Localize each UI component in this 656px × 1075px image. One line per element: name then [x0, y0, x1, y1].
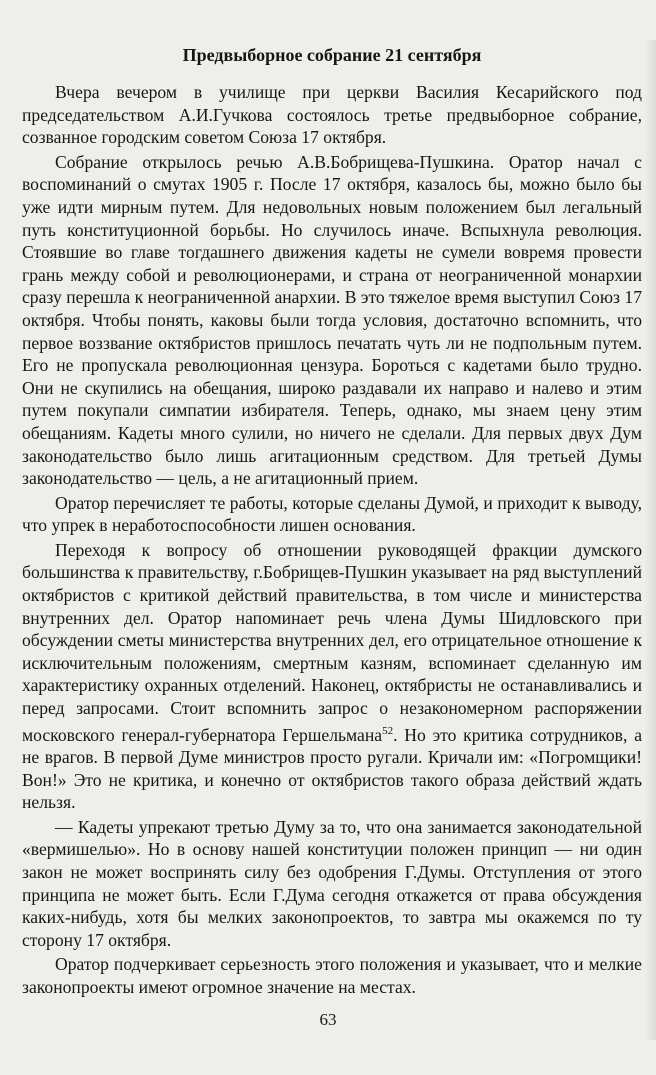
paragraph-1: Вчера вечером в училище при церкви Василия Кесарийского под председательством А.И.Гучкова состоялось третье предвыборное собрание, созванное городским советом Союза 17 октября.	[22, 82, 642, 148]
paragraph-5: — Кадеты упрекают третью Думу за то, что она занимается законодательной «вермишелью». Но в основу нашей конституции положен принцип — ни один закон не может воспринять силу без одобрения Г.Думы. Отступления от этого принципа не может быть. Если Г.Дума сегодня откажется от права обсуждения каких-нибудь, хотя бы мелких законопроектов, то завтра мы окажемся по ту сторону 17 октября.	[22, 816, 642, 950]
paragraph-2: Собрание открылось речью А.В.Бобрищева-Пушкина. Оратор начал с воспоминаний о смутах 1905 г. После 17 октября, казалось бы, можно было бы уже идти мирным путем. Для недовольных новым положением был легальный путь конституционной борьбы. Но случилось иначе. Вспыхнула революция. Стоявшие во главе тогдашнего движения кадеты не сумели вовремя провести грань между собой и революционерами, и страна от неограниченной монархии сразу перешла к неограниченной анархии. В это тяжелое время выступил Союз 17 октября. Чтобы понять, каковы были тогда условия, достаточно вспомнить, что первое воззвание октябристов пришлось печатать чуть ли не подпольным путем. Его не пропускала революционная цензура. Бороться с кадетами было трудно. Они не скупились на обещания, широко раздавали их направо и налево и этим путем покупали симпатии избирателя. Теперь, однако, мы знаем цену этим обещаниям. Кадеты много сулили, но ничего не сделали. Для первых двух Дум законодательство было лишь агитационным средством. Для третьей Думы законодательство — цель, а не агитационный прием.	[22, 151, 642, 489]
page-edge-shadow	[644, 40, 656, 1040]
paragraph-4-text: Переходя к вопросу об отношении руководящей фракции думского большинства к правительству, г.Бобрищев-Пушкин указывает на ряд выступлений октябристов с критикой действий правительства, в том числе и министерства внутренних дел. Оратор напоминает речь члена Думы Шидловского при обсуждении сметы министерства внутренних дел, его отрицательное отношение к исключительным положениям, смертным казням, вспоминает сделанную им характеристику охранных отделений. Наконец, октябристы не останавливались и перед запросами. Стоит вспомнить запрос о незакономерном распоряжении московского генерал-губернатора Гершельмана	[22, 539, 642, 745]
page-number: 63	[319, 1010, 337, 1029]
paragraph-6: Оратор подчеркивает серьезность этого положения и указывает, что и мелкие законопроекты имеют огромное значение на местах.	[22, 954, 642, 998]
paragraph-4: Переходя к вопросу об отношении руководящей фракции думского большинства к правительству, г.Бобрищев-Пушкин указывает на ряд выступлений октябристов с критикой действий правительства, в том числе и министерства внутренних дел. Оратор напоминает речь члена Думы Шидловского при обсуждении сметы министерства внутренних дел, его отрицательное отношение к исключительным положениям, смертным казням, вспоминает сделанную им характеристику охранных отделений. Наконец, октябристы не останавливались и перед запросами. Стоит вспомнить запрос о незакономерном распоряжении московского генерал-губернатора Гершельмана$^{52}$. Но это критика сотрудников, а не врагов. В первой Думе министров просто ругали. Кричали им: «Погромщики! Вон!» Это не критика, и конечно от октябристов такого образа действий ждать нельзя.	[22, 539, 642, 813]
paragraph-4-continuation: Но это критика сотрудников, а не врагов. В первой Думе министров просто ругали. Кричали им: «Погромщики! Вон!» Это не критика, и конечно от октябристов такого образа действий ждать нельзя.	[22, 724, 642, 813]
footnote-reference: 52	[382, 724, 394, 737]
paragraph-3: Оратор перечисляет те работы, которые сделаны Думой, и приходит к выводу, что упрек в неработоспособности лишен основания.	[22, 492, 642, 536]
document-page	[22, 44, 642, 1001]
section-title: Предвыборное собрание 21 сентября	[182, 45, 482, 65]
